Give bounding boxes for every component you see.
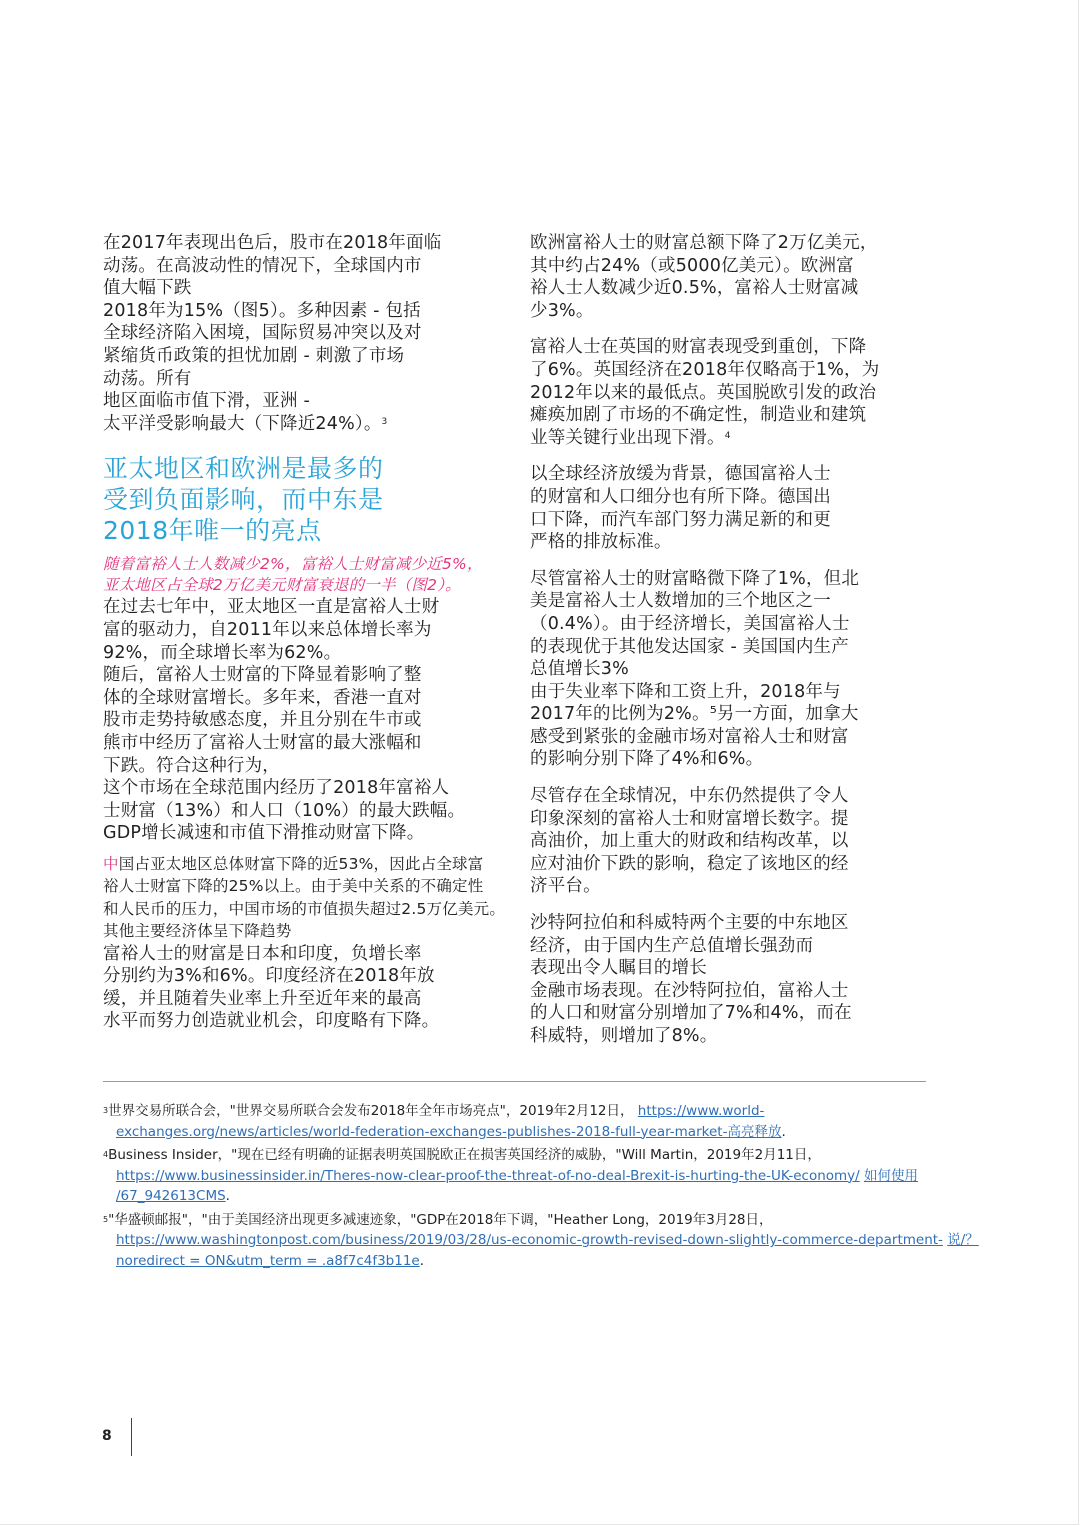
text-line: 表现出令人瞩目的增长: [530, 958, 707, 979]
footnote-line: [103, 1166, 933, 1187]
footnote-ref-4[interactable]: 4: [724, 430, 731, 441]
text-line: 经济，由于国内生产总值增长强劲而: [530, 935, 814, 956]
footnote-link[interactable]: https://www.businessinsider.in/Theres-now-clear-proof-the-threat-of-no-deal-Brexit-is-hurting-the-UK-economy/: [116, 1167, 860, 1184]
text-line: 的表现优于其他发达国家 - 美国国内生产: [530, 636, 849, 657]
text-line: 严格的排放标准。: [530, 532, 672, 553]
text-line: 少3%。: [530, 300, 594, 321]
footnote-5: [103, 1210, 979, 1272]
text-line: 2012年以来的最低点。英国脱欧引发的政治: [530, 382, 877, 403]
highlight-text: [103, 554, 513, 596]
footnote-link[interactable]: 如何使用: [864, 1167, 919, 1184]
footnote-line: [103, 1186, 933, 1207]
footnote-3: [103, 1101, 933, 1142]
text-line: 值大幅下跌: [103, 278, 192, 299]
text-line: 由于失业率下降和工资上升，2018年与: [530, 681, 841, 702]
footnote-line: [103, 1145, 933, 1166]
left-paragraph-1: [103, 232, 513, 435]
text-line: 济平台。: [530, 876, 601, 897]
text-line: 裕人士财富下降的25%以上。由于美中关系的不确定性: [103, 877, 484, 896]
text-line: 其中约占24%（或5000亿美元）。欧洲富: [530, 255, 854, 276]
text-line: 美是富裕人士人数增加的三个地区之一: [530, 591, 831, 612]
text-line: [103, 853, 513, 875]
text-line: [103, 413, 513, 436]
right-paragraph-5: [530, 785, 930, 898]
right-paragraph-3: [530, 463, 930, 553]
text-line: 2018年为15%（图5）。多种因素 - 包括: [103, 300, 421, 321]
text-line: 这个市场在全球范围内经历了2018年富裕人: [103, 778, 450, 799]
text-line: 动荡。在高波动性的情况下，全球国内市: [103, 255, 422, 276]
footnote-number: 5: [103, 1214, 109, 1224]
text-line: 以全球经济放缓为背景，德国富裕人士: [530, 464, 831, 485]
text-line: 应对油价下跌的影响，稳定了该地区的经: [530, 853, 849, 874]
text-line: 印象深刻的富裕人士和财富增长数字。提: [530, 808, 849, 829]
right-paragraph-4: [530, 568, 930, 771]
text-line: 缓，并且随着失业率上升至近年来的最高: [103, 988, 422, 1009]
text-line: 高油价，加上重大的财政和结构改革，以: [530, 831, 849, 852]
left-paragraph-3: [103, 943, 513, 1033]
text-line: 水平而努力创造就业机会，印度略有下降。: [103, 1011, 440, 1032]
right-column: [530, 232, 930, 1062]
footnote-line: [103, 1101, 933, 1122]
text-line: 感受到紧张的金融市场对富裕人士和财富: [530, 726, 849, 747]
text-line: 士财富（13%）和人口（10%）的最大跌幅。: [103, 800, 466, 821]
footnote-end: .: [781, 1123, 786, 1140]
footnotes: [103, 1101, 979, 1274]
text-line: 下跌。符合这种行为，: [103, 755, 280, 776]
footnote-link[interactable]: noredirect = ON&utm_term = .a8f7c4f3b11e: [116, 1252, 420, 1269]
text-line: 欧洲富裕人士的财富总额下降了2万亿美元，: [530, 233, 878, 253]
right-paragraph-6: [530, 912, 930, 1048]
drop-character: 中: [103, 854, 119, 873]
page-number-divider: [131, 1418, 132, 1456]
heading-line: 受到负面影响，而中东是: [103, 485, 384, 515]
china-paragraph: [103, 853, 513, 943]
text-line: 紧缩货币政策的担忧加剧 - 刺激了市场: [103, 345, 405, 366]
text-line: 其他主要经济体呈下降趋势: [103, 922, 292, 941]
left-paragraph-2: [103, 596, 513, 845]
heading-line: 亚太地区和欧洲是最多的: [103, 454, 384, 484]
left-column: [103, 232, 513, 1047]
footnote-text: Business Insider，"现在已经有明确的证据表明英国脱欧正在损害英国经济的威胁，"Will Martin，2019年2月11日，: [108, 1147, 821, 1163]
right-paragraph-2: [530, 336, 930, 449]
footnote-text: "华盛顿邮报"，"由于美国经济出现更多减速迹象，"GDP在2018年下调，"Heather Long，2019年3月28日，: [108, 1211, 773, 1228]
footnote-text: 世界交易所联合会，"世界交易所联合会发布2018年全年市场亮点"，2019年2月12日，: [108, 1103, 634, 1119]
footnote-ref-3[interactable]: 3: [381, 416, 388, 427]
footnote-4: [103, 1145, 933, 1207]
text-line: 富的驱动力，自2011年以来总体增长率为: [103, 619, 432, 640]
footnote-divider: [103, 1081, 926, 1082]
text-line: 全球经济陷入困境，国际贸易冲突以及对: [103, 323, 422, 344]
text-line: GDP增长减速和市值下滑推动财富下降。: [103, 823, 425, 844]
text-line: 在过去七年中，亚太地区一直是富裕人士财: [103, 597, 440, 618]
text-line: 瘫痪加剧了市场的不确定性，制造业和建筑: [530, 405, 867, 426]
footnote-number: 3: [103, 1106, 109, 1115]
text-fragment: 业等关键行业出现下滑。: [530, 427, 725, 448]
text-line: 熊市中经历了富裕人士财富的最大涨幅和: [103, 732, 422, 753]
text-line: 的人口和财富分别增加了7%和4%，而在: [530, 1003, 852, 1024]
text-line: [530, 427, 930, 450]
footnote-link[interactable]: https://www.washingtonpost.com/business/2019/03/28/us-economic-growth-revised-down-slightly-commerce-department-: [116, 1232, 943, 1248]
text-line: 科威特，则增加了8%。: [530, 1026, 718, 1046]
footnote-link[interactable]: 高亮释放: [727, 1123, 782, 1140]
footnote-end: .: [419, 1252, 425, 1269]
text-line: 体的全球财富增长。多年来，香港一直对: [103, 687, 422, 708]
text-line: 了6%。英国经济在2018年仅略高于1%，为: [530, 359, 880, 380]
footnote-link[interactable]: https://www.world-: [637, 1103, 765, 1119]
text-line: 在2017年表现出色后，股市在2018年面临: [103, 233, 442, 253]
text-line: 的财富和人口细分也有所下降。德国出: [530, 486, 831, 507]
text-line: 和人民币的压力，中国市场的市值损失超过2.5万亿美元。: [103, 899, 506, 918]
text-line: 裕人士人数减少近0.5%，富裕人士财富减: [530, 278, 859, 299]
text-line: 尽管富裕人士的财富略微下降了1%，但北: [530, 568, 860, 589]
text-line: 股市走势持敏感态度，并且分别在牛市或: [103, 710, 422, 731]
footnote-end: .: [225, 1188, 230, 1204]
text-line: 尽管存在全球情况，中东仍然提供了令人: [530, 786, 849, 807]
text-fragment: 国占亚太地区总体财富下降的近53%，因此占全球富: [118, 854, 484, 873]
footnote-link[interactable]: /67_942613CMS: [116, 1188, 226, 1204]
highlight-line: 亚太地区占全球2万亿美元财富衰退的一半（图2）。: [103, 576, 461, 595]
text-line: 富裕人士在英国的财富表现受到重创，下降: [530, 337, 867, 358]
text-line: 沙特阿拉伯和科威特两个主要的中东地区: [530, 913, 849, 934]
heading-line: 2018年唯一的亮点: [103, 516, 322, 546]
text-line: 92%，而全球增长率为62%。: [103, 642, 342, 663]
text-line: 的影响分别下降了4%和6%。: [530, 749, 764, 770]
footnote-line: [103, 1122, 933, 1143]
footnote-line: [103, 1251, 933, 1272]
text-line: 分别约为3%和6%。印度经济在2018年放: [103, 966, 435, 987]
text-line: 2017年的比例为2%。⁵另一方面，加拿大: [530, 704, 859, 725]
text-line: 金融市场表现。在沙特阿拉伯，富裕人士: [530, 980, 849, 1001]
right-paragraph-1: [530, 232, 930, 322]
page-number: 8: [102, 1428, 112, 1444]
text-line: 随后，富裕人士财富的下降显着影响了整: [103, 665, 422, 686]
text-line: 动荡。所有: [103, 368, 192, 389]
text-line: （0.4%）。由于经济增长，美国富裕人士: [530, 613, 850, 634]
text-line: 口下降，而汽车部门努力满足新的和更: [530, 509, 831, 530]
footnote-link[interactable]: 说/？: [947, 1232, 979, 1248]
footnote-line: [103, 1210, 933, 1231]
text-fragment: 太平洋受影响最大（下降近24%）。: [103, 413, 382, 434]
text-line: 总值增长3%: [530, 659, 629, 680]
text-line: 富裕人士的财富是日本和印度，负增长率: [103, 943, 422, 964]
footnote-line: [103, 1230, 979, 1251]
highlight-line: 随着富裕人士人数减少2%，富裕人士财富减少近5%，: [103, 555, 483, 574]
section-heading: [103, 453, 513, 546]
text-line: 地区面临市值下滑，亚洲 -: [103, 391, 310, 412]
footnote-link[interactable]: exchanges.org/news/articles/world-federation-exchanges-publishes-2018-full-year-market-: [116, 1123, 728, 1140]
footnote-number: 4: [103, 1150, 109, 1159]
